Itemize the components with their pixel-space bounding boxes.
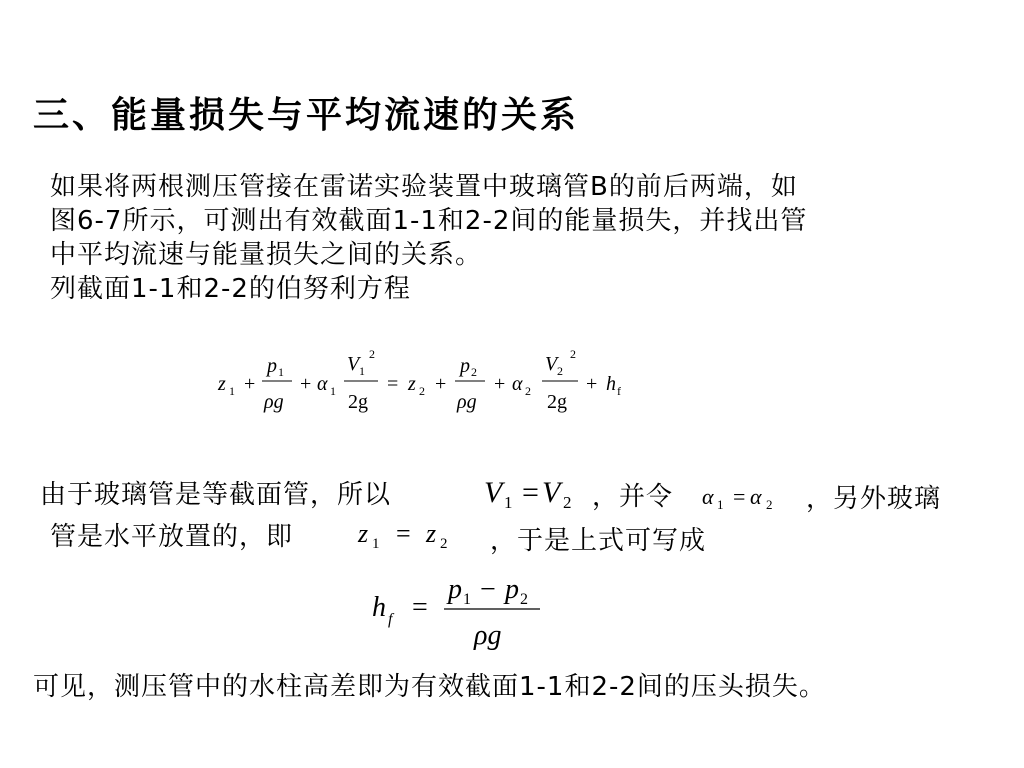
- eq-z1-sub: 1: [229, 384, 235, 398]
- cond-v1-sub: 1: [504, 493, 513, 512]
- eq-rhog-1: ρg: [264, 391, 284, 413]
- eq-z2: z: [408, 373, 416, 395]
- condition-text-3: 另外玻璃: [833, 484, 942, 514]
- eq-p2: p: [460, 355, 470, 377]
- slide-title: 三、能量损失与平均流速的关系: [33, 95, 580, 136]
- eq-v2-sup: 2: [570, 347, 576, 361]
- res-rhog: ρg: [474, 620, 502, 651]
- alpha1-equals-alpha2: [700, 480, 810, 514]
- cond-z2-sub: 2: [440, 536, 448, 552]
- cond-v1: V: [484, 476, 503, 509]
- eq-rhog-2: ρg: [457, 391, 477, 413]
- intro-line-1: 如果将两根测压管接在雷诺实验装置中玻璃管B的前后两端，如: [50, 172, 798, 202]
- cond-equals-2: =: [733, 484, 746, 509]
- cond-alpha1-sub: 1: [717, 497, 724, 512]
- cond-alpha1: α: [702, 484, 714, 509]
- res-p1: p: [448, 574, 462, 605]
- res-p1-sub: 1: [463, 591, 471, 608]
- res-h: h: [372, 592, 386, 623]
- condition-text-4: 管是水平放置的，即: [50, 522, 294, 552]
- condition-line-2: [50, 520, 293, 554]
- intro-line-2: 图6-7所示，可测出有效截面1-1和2-2间的能量损失，并找出管: [50, 206, 808, 236]
- cond-equals-3: =: [396, 519, 411, 548]
- head-loss-equation: [368, 568, 558, 658]
- eq-v1: V: [347, 353, 360, 375]
- eq-z1: z: [218, 373, 226, 395]
- condition-comma-1: ，: [592, 482, 620, 512]
- eq-v1-sub: 1: [359, 364, 365, 378]
- cond-equals-1: =: [522, 476, 539, 509]
- eq-p1-sub: 1: [278, 365, 284, 379]
- condition-line-1c: [806, 482, 941, 516]
- eq-alpha2-sub: 2: [525, 384, 531, 398]
- condition-line-1: [40, 478, 391, 512]
- conclusion-text: 可见，测压管中的水柱高差即为有效截面1-1和2-2间的压头损失。: [33, 672, 826, 702]
- intro-line-4: 列截面1-1和2-2的伯努利方程: [50, 274, 411, 304]
- eq-2g-2: 2g: [547, 391, 567, 413]
- eq-v2: V: [545, 353, 558, 375]
- cond-alpha2: α: [750, 484, 762, 509]
- eq-plus-3: +: [435, 373, 447, 395]
- eq-plus-2: +: [300, 373, 312, 395]
- bernoulli-equation: [210, 345, 650, 420]
- condition-text-5: ，于是上式可写成: [490, 526, 707, 556]
- eq-p1: p: [267, 355, 277, 377]
- res-p2: p: [505, 574, 519, 605]
- eq-equals: =: [387, 373, 399, 395]
- cond-v2-sub: 2: [563, 493, 572, 512]
- eq-h: h: [606, 373, 616, 395]
- res-equals: =: [412, 592, 428, 623]
- eq-hf-sub: f: [617, 384, 621, 398]
- eq-alpha1: α: [317, 373, 328, 395]
- cond-z2: z: [426, 519, 437, 548]
- condition-text-1: 由于玻璃管是等截面管，所以: [40, 480, 392, 510]
- eq-plus-5: +: [586, 373, 598, 395]
- intro-paragraph: [50, 170, 1000, 306]
- eq-alpha1-sub: 1: [330, 384, 336, 398]
- eq-2g-1: 2g: [348, 391, 368, 413]
- condition-line-1b: [592, 480, 673, 514]
- eq-plus-1: +: [244, 373, 256, 395]
- condition-line-2b: [490, 524, 706, 558]
- condition-comma-2: ，: [806, 484, 834, 514]
- condition-text-2: 并令: [619, 482, 674, 512]
- eq-v2-sub: 2: [557, 364, 563, 378]
- z1-equals-z2: [356, 514, 476, 554]
- intro-line-3: 中平均流速与能量损失之间的关系。: [50, 240, 483, 270]
- eq-alpha2: α: [512, 373, 523, 395]
- cond-v2: V: [542, 476, 561, 509]
- res-minus: −: [480, 574, 496, 605]
- eq-p2-sub: 2: [471, 365, 477, 379]
- res-f: f: [388, 611, 393, 628]
- cond-z1: z: [358, 519, 369, 548]
- cond-z1-sub: 1: [372, 536, 380, 552]
- res-p2-sub: 2: [520, 591, 528, 608]
- eq-v1-sup: 2: [369, 347, 375, 361]
- eq-z2-sub: 2: [419, 384, 425, 398]
- eq-plus-4: +: [494, 373, 506, 395]
- cond-alpha2-sub: 2: [766, 497, 773, 512]
